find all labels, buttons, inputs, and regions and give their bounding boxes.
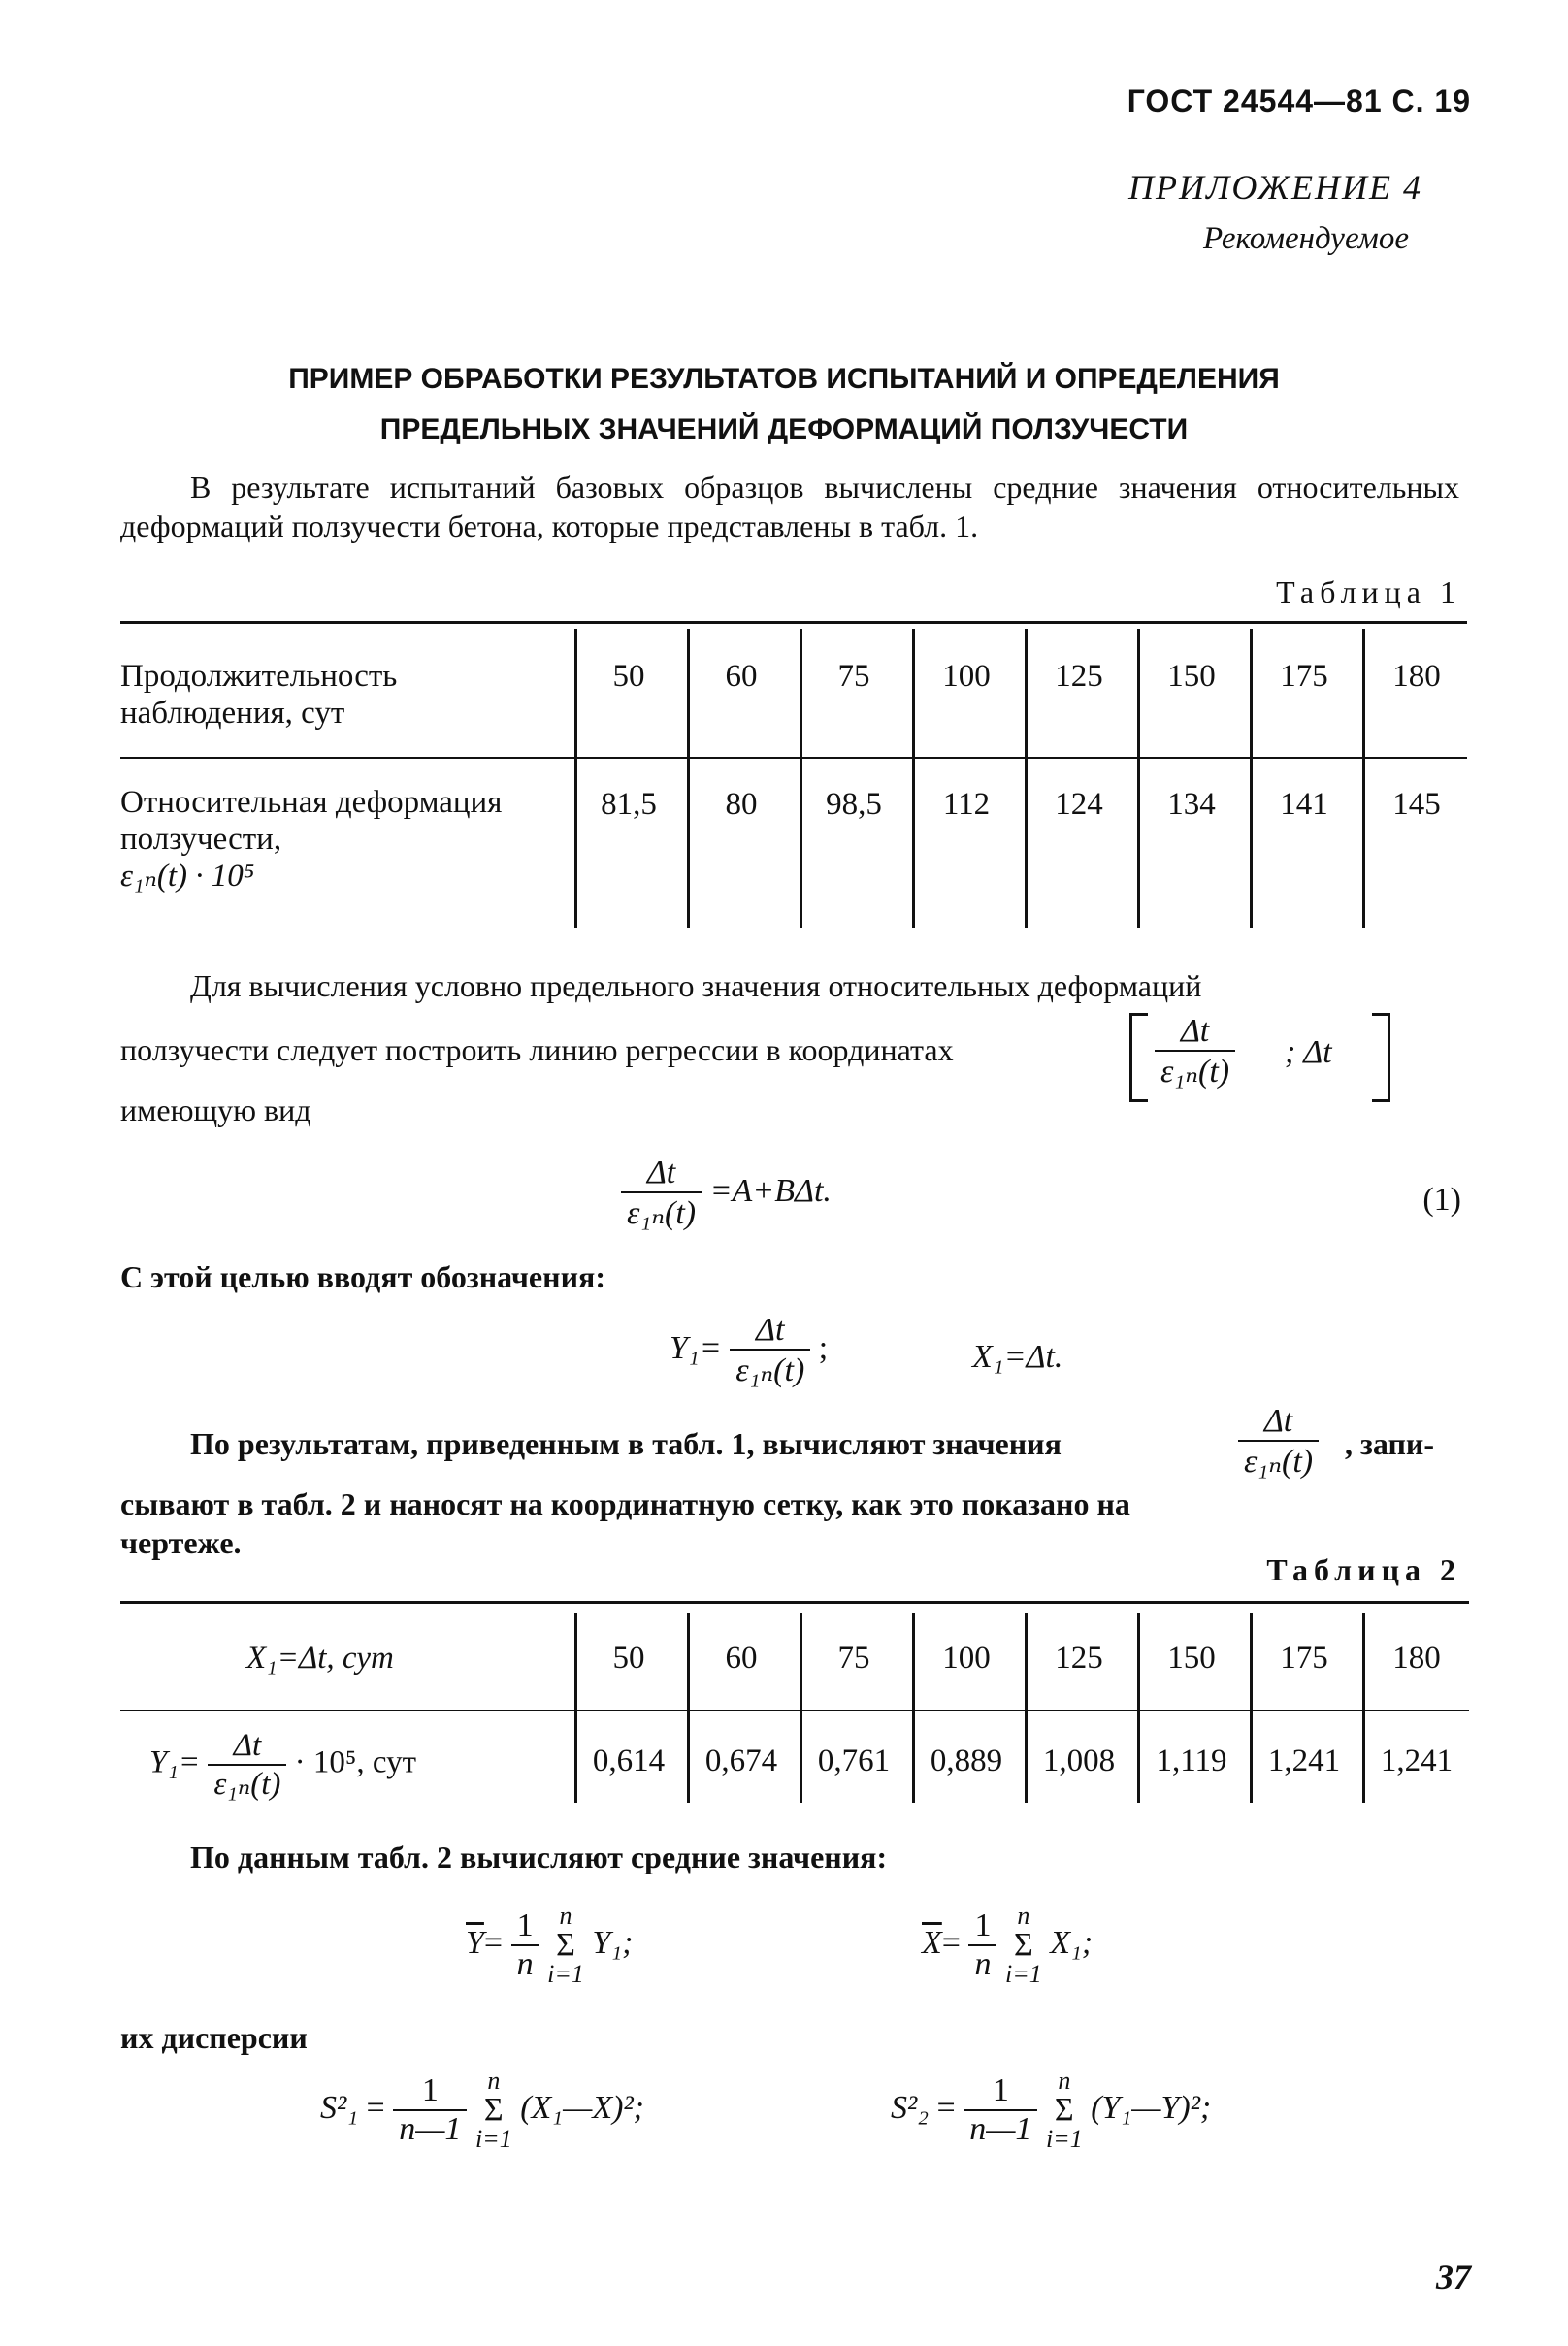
means-intro-text: По данным табл. 2 вычисляют средние значения: bbox=[190, 1840, 888, 1874]
s2-formula: S²₂ = $\frac{1}{n—1}$ n Σ i=1 (Y₁—Y)²; bbox=[891, 2067, 1212, 2153]
table-cell: 175 bbox=[1280, 1641, 1328, 1676]
mean-x-sum bbox=[1005, 1902, 1042, 1989]
s2-fraction bbox=[964, 2072, 1037, 2148]
table2 bbox=[120, 1601, 1469, 1814]
coord-den: ε₁ₙ(t) bbox=[1155, 1050, 1235, 1091]
equation-1-number: (1) bbox=[1422, 1182, 1461, 1218]
mean-y-sum-top: n bbox=[559, 1902, 572, 1930]
intro-paragraph bbox=[120, 468, 1459, 545]
mean-y-lhs: $\overline{Y}$ bbox=[466, 1924, 484, 1961]
table2-row1-label: X₁=Δt, сут bbox=[246, 1641, 394, 1676]
table1-row1-label: Продолжительность наблюдения, сут bbox=[120, 659, 398, 731]
table-cell: 0,614 bbox=[592, 1743, 666, 1778]
table-cell: 150 bbox=[1167, 659, 1216, 694]
appendix-label: ПРИЛОЖЕНИЕ 4 bbox=[1128, 168, 1422, 207]
para3-text-2: , запи- bbox=[1345, 1426, 1434, 1461]
para3-fraction bbox=[1238, 1403, 1319, 1481]
notation-sep: ; bbox=[818, 1329, 829, 1366]
mean-x-term: X₁; bbox=[1050, 1924, 1094, 1961]
table-cell: 0,889 bbox=[930, 1743, 1003, 1778]
coord-num: Δt bbox=[1180, 1013, 1210, 1049]
table1-caption: Таблица 1 bbox=[1276, 574, 1461, 609]
table-cell: 125 bbox=[1055, 659, 1103, 694]
dispersion-intro: их дисперсии bbox=[120, 2020, 308, 2055]
appendix-status: Рекомендуемое bbox=[1202, 221, 1409, 256]
table-cell: 175 bbox=[1280, 659, 1328, 694]
para3-line-3: чертеже. bbox=[120, 1525, 242, 1560]
table-cell: 81,5 bbox=[601, 787, 657, 822]
table2-row2-lhs: Y₁= bbox=[149, 1744, 201, 1780]
s2-term: (Y₁—Y)²; bbox=[1091, 2089, 1212, 2126]
table-cell: 141 bbox=[1280, 787, 1328, 822]
notation-y-den: ε₁ₙ(t) bbox=[730, 1349, 810, 1389]
s2-sum-top: n bbox=[1058, 2067, 1071, 2095]
table2-row2-num: Δt bbox=[233, 1728, 262, 1763]
mean-y-frac-den: n bbox=[511, 1944, 539, 1983]
table-cell: 134 bbox=[1167, 787, 1216, 822]
regression-paragraph bbox=[120, 966, 1459, 1005]
table-cell: 150 bbox=[1167, 1641, 1216, 1676]
mean-x-frac-num: 1 bbox=[974, 1907, 992, 1943]
title-line-1: ПРИМЕР ОБРАБОТКИ РЕЗУЛЬТАТОВ ИСПЫТАНИЙ И ОПРЕДЕЛЕНИЯ bbox=[288, 363, 1280, 395]
table-cell: 75 bbox=[837, 659, 870, 694]
table1-mid-rule bbox=[120, 757, 1467, 759]
table1-row2-symbol: ε₁ₙ(t) · 10⁵ bbox=[120, 859, 255, 894]
table-cell: 180 bbox=[1392, 659, 1441, 694]
table-cell: 0,674 bbox=[704, 1743, 778, 1778]
notation-y-lhs: Y₁= bbox=[670, 1329, 722, 1366]
mean-y-sum-bottom: i=1 bbox=[547, 1960, 584, 1988]
table-cell: 98,5 bbox=[826, 787, 882, 822]
s2-frac-num: 1 bbox=[992, 2072, 1009, 2108]
eq1-rhs: =A+BΔt. bbox=[709, 1172, 832, 1209]
table-cell: 0,761 bbox=[817, 1743, 891, 1778]
mean-y-term: Y₁; bbox=[592, 1924, 634, 1961]
table-cell: 1,241 bbox=[1267, 1743, 1341, 1778]
mean-x-sum-bottom: i=1 bbox=[1004, 1960, 1042, 1988]
s1-sum-top: n bbox=[487, 2067, 501, 2095]
table-cell: 124 bbox=[1055, 787, 1103, 822]
page-number: 37 bbox=[1436, 2258, 1471, 2297]
section-title bbox=[0, 354, 1568, 455]
s1-lhs: S²₁ bbox=[320, 2089, 359, 2126]
table-cell: 80 bbox=[725, 787, 758, 822]
table-cell: 100 bbox=[942, 659, 991, 694]
s2-sum-bottom: i=1 bbox=[1045, 2125, 1083, 2153]
mean-y-frac-num: 1 bbox=[516, 1907, 534, 1943]
table-cell: 180 bbox=[1392, 1641, 1441, 1676]
s2-sigma: Σ bbox=[1054, 2092, 1074, 2128]
table1-row2-label-text: Относительная деформация ползучести, bbox=[120, 785, 503, 857]
mean-x-frac-den: n bbox=[968, 1944, 996, 1983]
s2-frac-den: n—1 bbox=[964, 2109, 1037, 2148]
s1-fraction bbox=[393, 2072, 467, 2148]
mean-y-sigma: Σ bbox=[556, 1927, 575, 1963]
table-cell: 100 bbox=[942, 1641, 991, 1676]
regression-line-1 bbox=[120, 966, 1459, 1005]
regression-line-3: имеющую вид bbox=[120, 1092, 311, 1127]
para3-text-1: По результатам, приведенным в табл. 1, вычисляют значения bbox=[190, 1426, 1062, 1461]
mean-x-fraction bbox=[968, 1907, 996, 1983]
mean-y-fraction bbox=[511, 1907, 539, 1983]
table-cell: 1,119 bbox=[1156, 1743, 1227, 1778]
table-cell: 60 bbox=[725, 659, 758, 694]
table-cell: 60 bbox=[725, 1641, 758, 1676]
equation-1 bbox=[621, 1155, 832, 1232]
means-intro bbox=[120, 1838, 1459, 1876]
table-cell: 1,008 bbox=[1042, 1743, 1116, 1778]
eq1-num: Δt bbox=[646, 1155, 676, 1190]
s1-sum-bottom: i=1 bbox=[474, 2125, 512, 2153]
title-line-2: ПРЕДЕЛЬНЫХ ЗНАЧЕНИЙ ДЕФОРМАЦИЙ ПОЛЗУЧЕСТИ bbox=[379, 413, 1189, 445]
table1 bbox=[120, 621, 1467, 931]
eq1-den: ε₁ₙ(t) bbox=[621, 1191, 702, 1232]
eq1-fraction bbox=[621, 1155, 702, 1232]
s1-sum bbox=[475, 2067, 512, 2154]
regression-text-1: Для вычисления условно предельного значения относительных деформаций bbox=[190, 968, 1202, 1003]
table2-row2-fraction bbox=[208, 1727, 286, 1803]
mean-x-sum-top: n bbox=[1017, 1902, 1030, 1930]
s1-formula: S²₁ = $\frac{1}{n—1}$ n Σ i=1 (X₁—X)²; bbox=[320, 2067, 644, 2153]
notation-y-fraction bbox=[730, 1312, 810, 1389]
mean-y-formula: $\overline{Y}=$ $\frac{1}{n}$ n Σ i=1 Y₁; bbox=[466, 1902, 634, 1988]
notation-intro: С этой целью вводят обозначения: bbox=[120, 1259, 605, 1294]
notation-x: X₁=Δt. bbox=[972, 1339, 1063, 1375]
table2-caption: Таблица 2 bbox=[1266, 1552, 1461, 1587]
s1-sigma: Σ bbox=[483, 2092, 504, 2128]
table-cell: 50 bbox=[612, 1641, 645, 1676]
standard-header: ГОСТ 24544—81 С. 19 bbox=[1127, 83, 1471, 118]
table-cell: 125 bbox=[1055, 1641, 1103, 1676]
table2-row2-rhs: · 10⁵, сут bbox=[294, 1744, 416, 1780]
table-cell: 75 bbox=[837, 1641, 870, 1676]
left-bracket bbox=[1129, 1013, 1148, 1102]
s1-frac-num: 1 bbox=[421, 2072, 439, 2108]
mean-y-sum bbox=[547, 1902, 584, 1989]
table1-row2-label bbox=[120, 784, 547, 895]
table1-top-rule bbox=[120, 621, 1467, 624]
s2-lhs: S²₂ bbox=[891, 2089, 930, 2126]
coord-sep: ; Δt bbox=[1285, 1034, 1332, 1070]
mean-x-formula: $\overline{X}=$ $\frac{1}{n}$ n Σ i=1 X₁; bbox=[922, 1902, 1094, 1988]
regression-line-2 bbox=[120, 1013, 1469, 1100]
para3-line-1 bbox=[120, 1403, 1469, 1481]
s1-frac-den: n—1 bbox=[393, 2109, 467, 2148]
s2-sum bbox=[1046, 2067, 1083, 2154]
table-cell: 1,241 bbox=[1380, 1743, 1454, 1778]
s1-term: (X₁—X)²; bbox=[520, 2089, 644, 2126]
regression-text-2: ползучести следует построить линию регрессии в координатах bbox=[120, 1032, 954, 1067]
table2-mid-rule bbox=[120, 1710, 1469, 1711]
mean-x-lhs: $\overline{X}$ bbox=[922, 1924, 942, 1961]
notation-y-num: Δt bbox=[756, 1312, 785, 1348]
para3-den: ε₁ₙ(t) bbox=[1238, 1440, 1319, 1481]
intro-text: В результате испытаний базовых образцов вычислены средние значения относительных деформаций ползучести бетона, которые представлены в табл. 1. bbox=[120, 470, 1459, 543]
table2-top-rule bbox=[120, 1601, 1469, 1604]
para3-line-2: сывают в табл. 2 и наносят на координатную сетку, как это показано на bbox=[120, 1486, 1130, 1521]
right-bracket bbox=[1372, 1013, 1390, 1102]
table-cell: 145 bbox=[1392, 787, 1441, 822]
para3-num: Δt bbox=[1263, 1403, 1293, 1439]
mean-x-sigma: Σ bbox=[1013, 1927, 1033, 1963]
coord-fraction bbox=[1155, 1013, 1235, 1091]
table-cell: 112 bbox=[942, 787, 991, 822]
notation-y bbox=[670, 1312, 828, 1389]
table2-row2-den: ε₁ₙ(t) bbox=[208, 1764, 286, 1803]
table-cell: 50 bbox=[612, 659, 645, 694]
table2-row2-label bbox=[149, 1727, 416, 1803]
